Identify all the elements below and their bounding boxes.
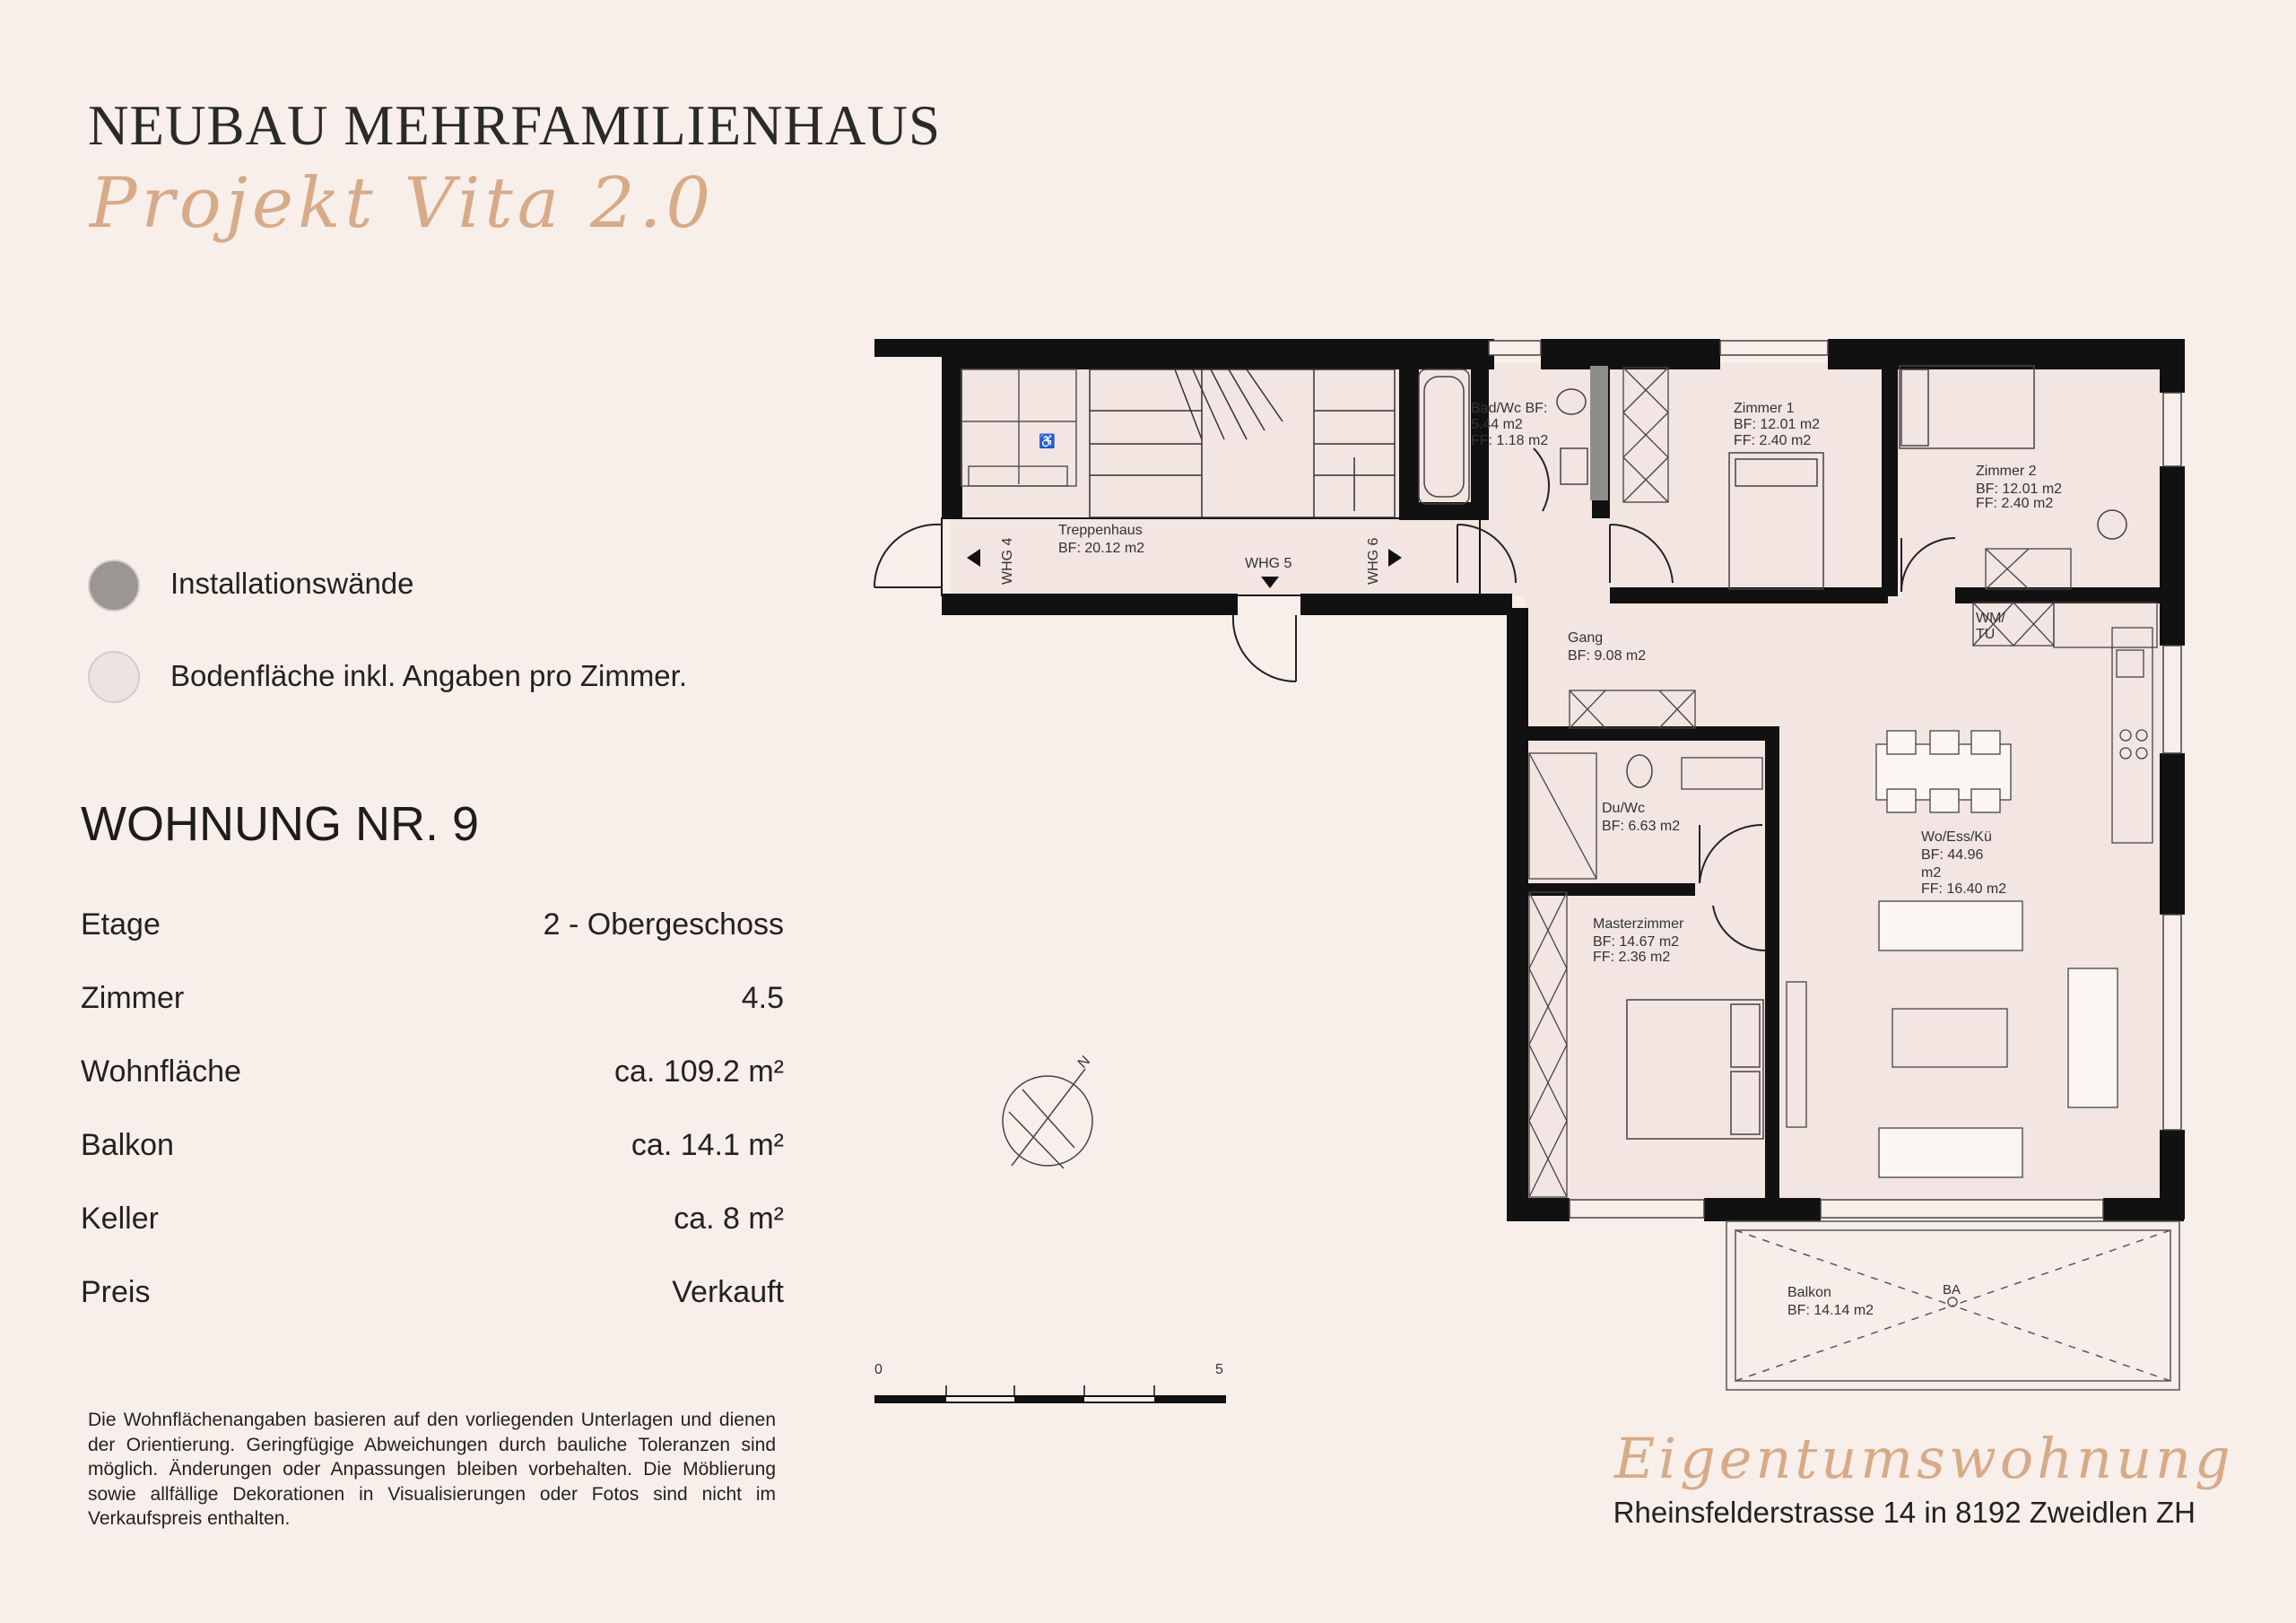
spec-label: Balkon — [81, 1128, 174, 1162]
room-master-l2: BF: 14.67 m2 — [1593, 934, 1680, 950]
spec-value: ca. 8 m² — [674, 1202, 784, 1236]
room-treppenhaus-l1: Treppenhaus — [1058, 523, 1143, 538]
room-wmtu-l1: WM/ — [1976, 611, 2005, 626]
page-title: NEUBAU MEHRFAMILIENHAUS — [88, 94, 942, 157]
room-gang-l1: Gang — [1568, 630, 1604, 646]
scale-bar — [874, 1362, 1226, 1403]
legend-floor-label: Bodenfläche inkl. Angaben pro Zimmer. — [170, 659, 688, 692]
north-label: N — [1074, 1053, 1094, 1072]
wheelchair-icon: ♿ — [1039, 434, 1056, 449]
installation-wall — [1590, 366, 1608, 500]
room-duwc-l2: BF: 6.63 m2 — [1602, 819, 1681, 834]
scale-start-label: 0 — [874, 1362, 883, 1377]
spec-label: Keller — [81, 1202, 159, 1236]
room-bad-l2: 5.44 m2 — [1471, 417, 1523, 432]
address-text: Rheinsfelderstrasse 14 in 8192 Zweidlen ZH — [1613, 1496, 2196, 1529]
room-woesskue-l3: m2 — [1921, 865, 1942, 881]
room-woesskue-l4: FF: 16.40 m2 — [1921, 881, 2007, 897]
floor-area — [951, 363, 2170, 1385]
room-balkon-l2: BF: 14.14 m2 — [1787, 1303, 1874, 1318]
room-balkon-l1: Balkon — [1787, 1285, 1831, 1300]
unit-title: WOHNUNG NR. 9 — [81, 797, 479, 851]
ba-label: BA — [1943, 1282, 1961, 1298]
room-master-l1: Masterzimmer — [1593, 916, 1684, 932]
room-zimmer2-l2: BF: 12.01 m2 — [1976, 482, 2063, 497]
spec-label: Wohnfläche — [81, 1055, 241, 1089]
legend-install-label: Installationswände — [170, 567, 414, 600]
whg4-label: WHG 4 — [1000, 537, 1015, 585]
room-bad-l1: Bad/Wc BF: — [1471, 401, 1548, 416]
spec-label: Zimmer — [81, 981, 185, 1015]
disclaimer-text: Die Wohnflächenangaben basieren auf den vorliegenden Unterlagen und dienen der Orientierung. Geringfügige Abweichungen durch bauliche Toleranzen sind möglich. Änderungen oder Anpassungen bleiben vorbehalten. Die Möblierung sowie allfällige Dekorationen in Visualisierungen oder Fotos sind nicht im Verkaufspreis enthalten. — [88, 1410, 776, 1529]
room-duwc-l1: Du/Wc — [1602, 801, 1645, 816]
spec-value: 4.5 — [741, 981, 784, 1015]
spec-value: 2 - Obergeschoss — [543, 907, 784, 942]
room-zimmer1-l1: Zimmer 1 — [1734, 401, 1795, 416]
room-bad-l3: FF: 1.18 m2 — [1471, 433, 1549, 448]
dining-table — [1876, 731, 2011, 812]
spec-value: Verkauft — [672, 1275, 784, 1309]
room-zimmer2-l1: Zimmer 2 — [1976, 464, 2037, 479]
scale-end-label: 5 — [1215, 1362, 1223, 1377]
room-zimmer2-l3: FF: 2.40 m2 — [1976, 496, 2054, 511]
room-zimmer1-l2: BF: 12.01 m2 — [1734, 417, 1821, 432]
room-woesskue-l1: Wo/Ess/Kü — [1921, 829, 1992, 845]
north-compass-icon — [1003, 1069, 1092, 1168]
whg5-label: WHG 5 — [1245, 556, 1292, 571]
room-zimmer1-l3: FF: 2.40 m2 — [1734, 433, 1812, 448]
project-script-title: Projekt Vita 2.0 — [90, 163, 716, 244]
room-treppenhaus-l2: BF: 20.12 m2 — [1058, 541, 1145, 556]
spec-value: ca. 109.2 m² — [614, 1055, 784, 1089]
room-woesskue-l2: BF: 44.96 — [1921, 847, 1984, 863]
room-master-l3: FF: 2.36 m2 — [1593, 950, 1671, 965]
room-wmtu-l2: TU — [1976, 627, 1996, 642]
ownership-script: Eigentumswohnung — [1614, 1426, 2234, 1491]
room-gang-l2: BF: 9.08 m2 — [1568, 648, 1647, 664]
spec-label: Preis — [81, 1275, 151, 1309]
spec-label: Etage — [81, 907, 161, 942]
whg6-label: WHG 6 — [1366, 537, 1381, 585]
spec-value: ca. 14.1 m² — [631, 1128, 784, 1162]
